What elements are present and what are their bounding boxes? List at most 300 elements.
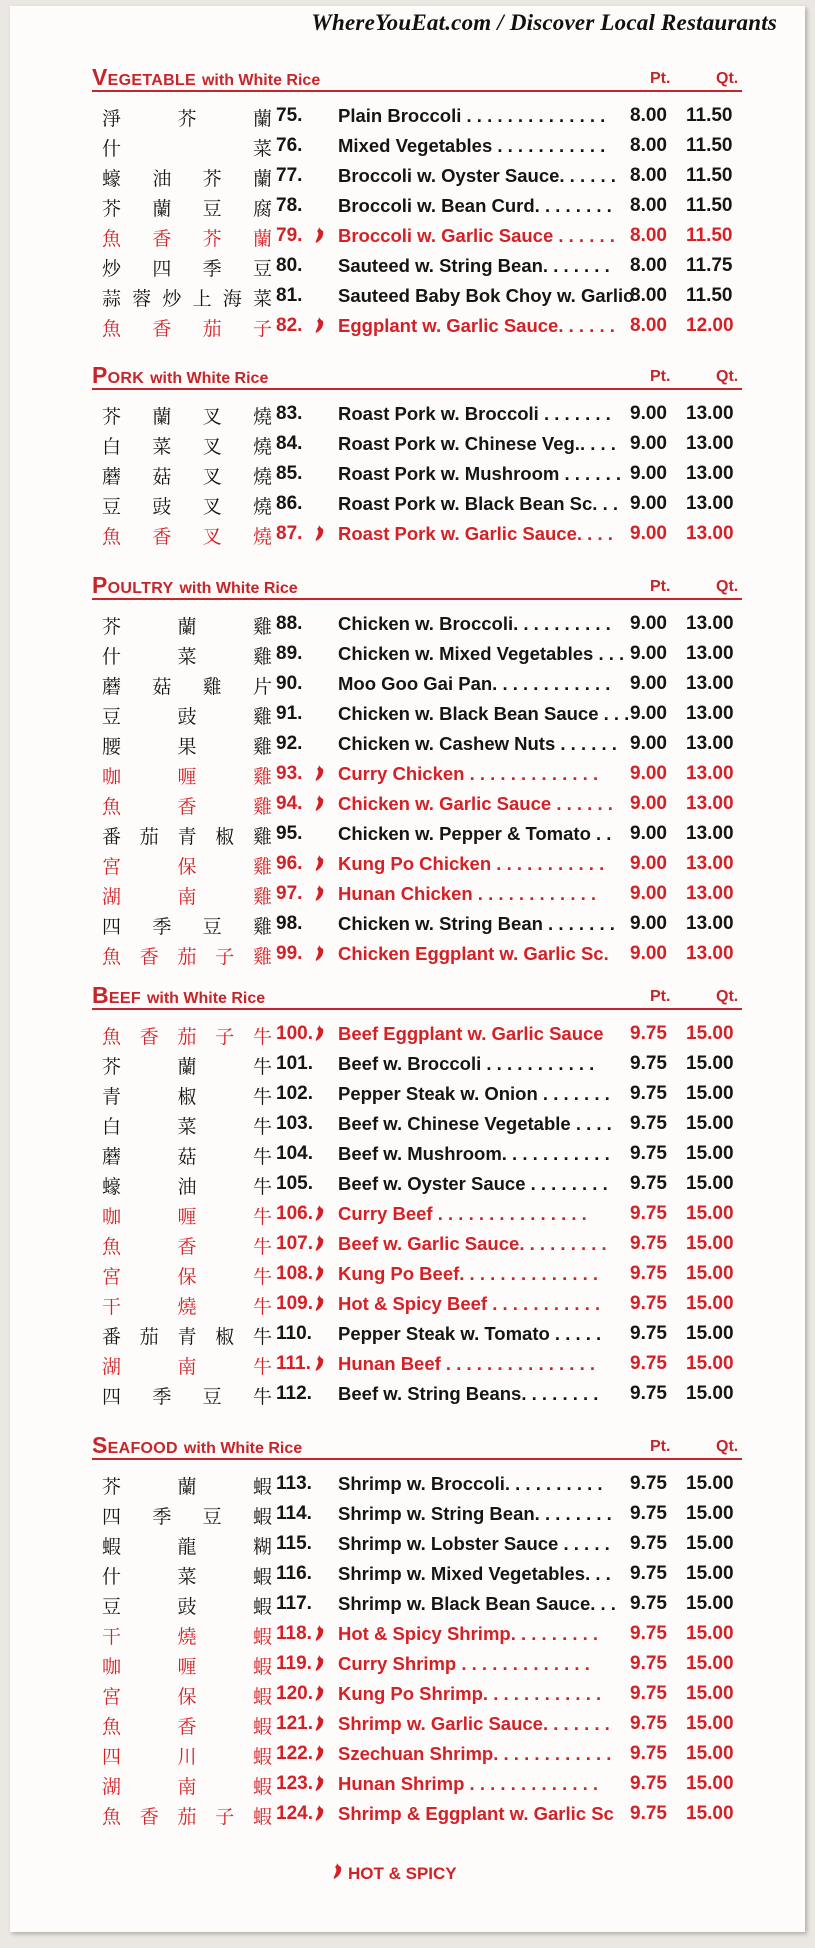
item-number: 95.	[276, 823, 303, 844]
item-number: 89.	[276, 643, 303, 664]
quart-price: 13.00	[686, 643, 734, 664]
menu-item	[10, 1198, 805, 1228]
quart-price: 15.00	[686, 1503, 734, 1524]
item-english-name: Chicken w. String Bean . . . . . . .	[338, 913, 615, 934]
pint-price: 9.00	[630, 673, 667, 694]
item-chinese-name	[102, 882, 272, 909]
chinese-character: 魚	[102, 1236, 122, 1258]
menu-item	[10, 1468, 805, 1498]
chinese-character: 四	[102, 1746, 122, 1768]
pint-price: 9.00	[630, 883, 667, 904]
item-number: 88.	[276, 613, 303, 634]
chinese-character: 蘭	[252, 228, 272, 250]
chili-pepper-icon	[312, 1714, 326, 1732]
chinese-character: 雞	[252, 916, 272, 938]
item-chinese-name	[102, 1472, 272, 1499]
item-number: 114.	[276, 1503, 312, 1524]
chinese-character: 四	[102, 916, 122, 938]
chinese-character: 豉	[152, 496, 172, 518]
pint-price: 9.75	[630, 1533, 667, 1554]
chinese-character: 油	[152, 168, 172, 190]
chili-pepper-icon	[312, 1804, 326, 1822]
chili-pepper-icon	[312, 1654, 326, 1672]
chinese-character: 蠔	[102, 1176, 122, 1198]
pint-price: 9.75	[630, 1743, 667, 1764]
chinese-character: 芥	[202, 228, 222, 250]
chinese-character: 咖	[102, 1656, 122, 1678]
chinese-character: 宮	[102, 1686, 122, 1708]
pint-price: 9.75	[630, 1653, 667, 1674]
quart-price: 15.00	[686, 1803, 734, 1824]
hot-spicy-legend	[330, 1862, 457, 1885]
chinese-character: 芥	[102, 1476, 122, 1498]
chili-pepper-icon	[312, 1624, 326, 1642]
menu-item	[10, 100, 805, 130]
pint-price: 9.75	[630, 1053, 667, 1074]
item-chinese-name	[102, 194, 272, 221]
chinese-character: 椒	[215, 826, 235, 848]
menu-item	[10, 130, 805, 160]
section-header	[10, 356, 805, 390]
item-number: 101.	[276, 1053, 313, 1074]
chinese-character: 蘭	[177, 616, 197, 638]
pint-price: 8.00	[630, 255, 667, 276]
chinese-character: 蝦	[252, 1656, 272, 1678]
menu-item	[10, 398, 805, 428]
item-number: 86.	[276, 493, 303, 514]
chinese-character: 蝦	[252, 1776, 272, 1798]
chinese-character: 蝦	[252, 1746, 272, 1768]
chinese-character: 宮	[102, 1266, 122, 1288]
item-chinese-name	[102, 1112, 272, 1139]
quart-price: 13.00	[686, 943, 734, 964]
pint-price: 9.75	[630, 1083, 667, 1104]
chinese-character: 芥	[177, 108, 197, 130]
chinese-character: 干	[102, 1626, 122, 1648]
item-english-name: Roast Pork w. Garlic Sauce. . . .	[338, 523, 613, 544]
quart-price: 13.00	[686, 703, 734, 724]
chinese-character: 香	[177, 1716, 197, 1738]
chinese-character: 蝦	[102, 1536, 122, 1558]
quart-column-header: Qt.	[716, 578, 739, 595]
item-number: 90.	[276, 673, 303, 694]
pint-price: 9.00	[630, 433, 667, 454]
section-title-text: Seafood	[92, 1432, 178, 1458]
chinese-character: 保	[177, 1266, 197, 1288]
item-number: 99.	[276, 943, 303, 964]
menu-item	[10, 280, 805, 310]
chinese-character: 豆	[102, 706, 122, 728]
item-chinese-name	[102, 1202, 272, 1229]
item-number: 92.	[276, 733, 303, 754]
chinese-character: 燒	[177, 1626, 197, 1648]
chinese-character: 蝦	[252, 1686, 272, 1708]
pint-price: 9.75	[630, 1263, 667, 1284]
chinese-character: 番	[102, 1326, 122, 1348]
menu-item	[10, 1228, 805, 1258]
chinese-character: 燒	[177, 1296, 197, 1318]
item-chinese-name	[102, 912, 272, 939]
item-number: 103.	[276, 1113, 313, 1134]
item-english-name: Hunan Chicken . . . . . . . . . . . .	[338, 883, 597, 904]
item-chinese-name	[102, 1082, 272, 1109]
chinese-character: 湖	[102, 1356, 122, 1378]
item-number: 120.	[276, 1683, 313, 1704]
menu-item	[10, 488, 805, 518]
item-english-name: Beef Eggplant w. Garlic Sauce	[338, 1023, 604, 1044]
item-number: 77.	[276, 165, 303, 186]
chinese-character: 蘭	[152, 198, 172, 220]
menu-item	[10, 1648, 805, 1678]
item-english-name: Chicken w. Broccoli. . . . . . . . . .	[338, 613, 611, 634]
chinese-character: 蝦	[252, 1716, 272, 1738]
chinese-character: 炒	[102, 258, 122, 280]
menu-item	[10, 458, 805, 488]
item-number: 93.	[276, 763, 303, 784]
item-english-name: Pepper Steak w. Tomato . . . . .	[338, 1323, 602, 1344]
pint-price: 9.00	[630, 613, 667, 634]
item-number: 123.	[276, 1773, 313, 1794]
chinese-character: 龍	[177, 1536, 197, 1558]
item-number: 82.	[276, 315, 303, 336]
chinese-character: 香	[139, 1806, 159, 1828]
menu-item	[10, 848, 805, 878]
item-chinese-name	[102, 314, 272, 341]
chinese-character: 菜	[252, 288, 272, 310]
chinese-character: 子	[215, 1806, 235, 1828]
pint-column-header: Pt.	[650, 70, 671, 87]
item-number: 119.	[276, 1653, 312, 1674]
item-chinese-name	[102, 462, 272, 489]
chili-pepper-icon	[312, 1744, 326, 1762]
section-title	[92, 362, 268, 389]
quart-price: 15.00	[686, 1143, 734, 1164]
chili-pepper-icon	[312, 1264, 326, 1282]
item-english-name: Shrimp w. Mixed Vegetables. . .	[338, 1563, 611, 1584]
quart-price: 15.00	[686, 1083, 734, 1104]
chinese-character: 雞	[202, 676, 222, 698]
pint-price: 9.00	[630, 793, 667, 814]
chinese-character: 蘭	[152, 406, 172, 428]
chinese-character: 魚	[102, 526, 122, 548]
chinese-character: 芥	[202, 168, 222, 190]
chinese-character: 季	[202, 258, 222, 280]
chinese-character: 燒	[252, 436, 272, 458]
chinese-character: 蠔	[102, 168, 122, 190]
chinese-character: 咖	[102, 766, 122, 788]
item-english-name: Roast Pork w. Black Bean Sc. . .	[338, 493, 619, 514]
chinese-character: 魚	[102, 946, 122, 968]
item-number: 79.	[276, 225, 303, 246]
chinese-character: 青	[102, 1086, 122, 1108]
chinese-character: 牛	[252, 1236, 272, 1258]
chinese-character: 雞	[252, 946, 272, 968]
item-number: 100.	[276, 1023, 313, 1044]
item-english-name: Roast Pork w. Mushroom . . . . . .	[338, 463, 622, 484]
item-number: 80.	[276, 255, 303, 276]
chinese-character: 片	[252, 676, 272, 698]
section-title	[92, 572, 298, 599]
quart-price: 13.00	[686, 673, 734, 694]
chinese-character: 芥	[102, 198, 122, 220]
chinese-character: 喱	[177, 1206, 197, 1228]
chinese-character: 香	[152, 318, 172, 340]
item-number: 106.	[276, 1203, 313, 1224]
quart-price: 15.00	[686, 1203, 734, 1224]
chinese-character: 牛	[252, 1086, 272, 1108]
chinese-character: 淨	[102, 108, 122, 130]
chinese-character: 季	[152, 1386, 172, 1408]
menu-page	[10, 6, 805, 1932]
item-english-name: Shrimp w. Black Bean Sauce. . .	[338, 1593, 616, 1614]
chinese-character: 干	[102, 1296, 122, 1318]
quart-price: 15.00	[686, 1323, 734, 1344]
chili-pepper-icon	[312, 1684, 326, 1702]
section-subtitle: with White Rice	[201, 72, 321, 89]
pint-price: 9.75	[630, 1173, 667, 1194]
item-chinese-name	[102, 1742, 272, 1769]
section-divider	[92, 388, 742, 390]
item-number: 117.	[276, 1593, 312, 1614]
item-english-name: Shrimp w. String Bean. . . . . . . .	[338, 1503, 612, 1524]
menu-item	[10, 1618, 805, 1648]
item-chinese-name	[102, 1052, 272, 1079]
chinese-character: 蘭	[252, 168, 272, 190]
item-english-name: Chicken Eggplant w. Garlic Sc.	[338, 943, 609, 964]
item-chinese-name	[102, 1592, 272, 1619]
pint-price: 9.00	[630, 463, 667, 484]
chinese-character: 椒	[215, 1326, 235, 1348]
menu-item	[10, 728, 805, 758]
menu-item	[10, 1258, 805, 1288]
chinese-character: 子	[215, 1026, 235, 1048]
pint-price: 9.00	[630, 823, 667, 844]
quart-column-header: Qt.	[716, 368, 739, 385]
section-header	[10, 976, 805, 1010]
section-header	[10, 1426, 805, 1460]
chinese-character: 香	[177, 796, 197, 818]
chinese-character: 蝦	[252, 1506, 272, 1528]
menu-item	[10, 1498, 805, 1528]
quart-price: 13.00	[686, 733, 734, 754]
chinese-character: 腰	[102, 736, 122, 758]
chinese-character: 豆	[102, 1596, 122, 1618]
item-chinese-name	[102, 402, 272, 429]
chinese-character: 牛	[252, 1146, 272, 1168]
chinese-character: 椒	[177, 1086, 197, 1108]
quart-price: 11.50	[686, 195, 733, 216]
item-english-name: Moo Goo Gai Pan. . . . . . . . . . . .	[338, 673, 611, 694]
item-number: 96.	[276, 853, 303, 874]
pint-column-header: Pt.	[650, 578, 671, 595]
item-chinese-name	[102, 104, 272, 131]
item-chinese-name	[102, 1232, 272, 1259]
menu-item	[10, 1528, 805, 1558]
chinese-character: 子	[252, 318, 272, 340]
chinese-character: 蘑	[102, 676, 122, 698]
menu-item	[10, 1078, 805, 1108]
item-chinese-name	[102, 1802, 272, 1829]
quart-price: 12.00	[686, 315, 734, 336]
section-subtitle: with White Rice	[179, 580, 298, 597]
menu-item	[10, 938, 805, 968]
quart-price: 15.00	[686, 1233, 734, 1254]
chinese-character: 保	[177, 1686, 197, 1708]
item-number: 97.	[276, 883, 303, 904]
section-divider	[92, 1008, 742, 1010]
item-number: 91.	[276, 703, 303, 724]
item-number: 98.	[276, 913, 303, 934]
pint-price: 9.75	[630, 1563, 667, 1584]
pint-price: 9.00	[630, 733, 667, 754]
item-english-name: Sauteed Baby Bok Choy w. Garlic	[338, 285, 634, 306]
item-chinese-name	[102, 224, 272, 251]
pint-column-header: Pt.	[650, 1438, 671, 1455]
chinese-character: 魚	[102, 1026, 122, 1048]
chili-pepper-icon	[312, 524, 326, 542]
section-header	[10, 58, 805, 92]
chinese-character: 魚	[102, 228, 122, 250]
item-number: 108.	[276, 1263, 313, 1284]
menu-item	[10, 608, 805, 638]
item-english-name: Broccoli w. Garlic Sauce . . . . . .	[338, 225, 615, 246]
item-number: 85.	[276, 463, 303, 484]
item-english-name: Beef w. Chinese Vegetable . . . .	[338, 1113, 612, 1134]
section-title-text: Vegetable	[92, 64, 196, 90]
pint-price: 9.00	[630, 643, 667, 664]
item-chinese-name	[102, 164, 272, 191]
item-chinese-name	[102, 1142, 272, 1169]
pint-price: 9.75	[630, 1803, 667, 1824]
item-number: 94.	[276, 793, 303, 814]
item-chinese-name	[102, 284, 272, 311]
pint-price: 8.00	[630, 105, 667, 126]
chinese-character: 雞	[252, 616, 272, 638]
menu-item	[10, 818, 805, 848]
quart-price: 15.00	[686, 1113, 734, 1134]
item-english-name: Mixed Vegetables . . . . . . . . . . .	[338, 135, 606, 156]
section-divider	[92, 1458, 742, 1460]
pint-price: 9.75	[630, 1473, 667, 1494]
item-english-name: Curry Chicken . . . . . . . . . . . . .	[338, 763, 599, 784]
menu-item	[10, 190, 805, 220]
menu-item	[10, 310, 805, 340]
chinese-character: 南	[177, 1776, 197, 1798]
pint-price: 9.75	[630, 1113, 667, 1134]
chinese-character: 芥	[102, 406, 122, 428]
chinese-character: 芥	[102, 1056, 122, 1078]
chinese-character: 菜	[252, 138, 272, 160]
item-chinese-name	[102, 702, 272, 729]
chinese-character: 燒	[252, 406, 272, 428]
pint-price: 9.75	[630, 1023, 667, 1044]
item-number: 87.	[276, 523, 303, 544]
item-chinese-name	[102, 1772, 272, 1799]
pint-price: 8.00	[630, 315, 667, 336]
chinese-character: 咖	[102, 1206, 122, 1228]
quart-price: 15.00	[686, 1683, 734, 1704]
menu-item	[10, 1798, 805, 1828]
chinese-character: 什	[102, 646, 122, 668]
item-number: 81.	[276, 285, 303, 306]
pint-price: 8.00	[630, 285, 667, 306]
chinese-character: 蘑	[102, 1146, 122, 1168]
item-english-name: Curry Beef . . . . . . . . . . . . . . .	[338, 1203, 587, 1224]
pint-price: 9.00	[630, 913, 667, 934]
quart-price: 13.00	[686, 823, 734, 844]
quart-price: 13.00	[686, 523, 734, 544]
quart-price: 15.00	[686, 1593, 734, 1614]
section-divider	[92, 90, 742, 92]
item-chinese-name	[102, 1622, 272, 1649]
item-chinese-name	[102, 612, 272, 639]
quart-price: 13.00	[686, 853, 734, 874]
quart-price: 15.00	[686, 1473, 734, 1494]
section-title	[92, 1432, 302, 1459]
chinese-character: 川	[177, 1746, 197, 1768]
section-subtitle: with White Rice	[183, 1440, 303, 1457]
chili-pepper-icon	[330, 1862, 344, 1885]
chinese-character: 蘭	[177, 1476, 197, 1498]
item-chinese-name	[102, 1652, 272, 1679]
chinese-character: 雞	[252, 706, 272, 728]
menu-item	[10, 518, 805, 548]
item-english-name: Beef w. Oyster Sauce . . . . . . . .	[338, 1173, 608, 1194]
item-chinese-name	[102, 1562, 272, 1589]
chinese-character: 燒	[252, 496, 272, 518]
item-english-name: Kung Po Chicken . . . . . . . . . . .	[338, 853, 605, 874]
item-number: 116.	[276, 1563, 312, 1584]
chinese-character: 雞	[252, 826, 272, 848]
item-number: 115.	[276, 1533, 312, 1554]
chinese-character: 香	[152, 228, 172, 250]
section-title	[92, 982, 265, 1009]
quart-price: 11.50	[686, 225, 733, 246]
pint-price: 9.75	[630, 1203, 667, 1224]
pint-price: 9.75	[630, 1503, 667, 1524]
quart-price: 13.00	[686, 763, 734, 784]
quart-price: 15.00	[686, 1533, 734, 1554]
chinese-character: 蘭	[177, 1056, 197, 1078]
chinese-character: 青	[177, 1326, 197, 1348]
chinese-character: 蝦	[252, 1806, 272, 1828]
chinese-character: 什	[102, 1566, 122, 1588]
chinese-character: 喱	[177, 1656, 197, 1678]
item-english-name: Chicken w. Cashew Nuts . . . . . .	[338, 733, 617, 754]
chinese-character: 腐	[252, 198, 272, 220]
chinese-character: 豉	[177, 706, 197, 728]
section-title-text: Pork	[92, 362, 145, 388]
item-number: 118.	[276, 1623, 312, 1644]
chinese-character: 四	[102, 1386, 122, 1408]
chinese-character: 喱	[177, 766, 197, 788]
chinese-character: 牛	[252, 1386, 272, 1408]
chinese-character: 豆	[252, 258, 272, 280]
chinese-character: 叉	[202, 406, 222, 428]
item-number: 110.	[276, 1323, 312, 1344]
section-header	[10, 566, 805, 600]
pint-price: 9.00	[630, 493, 667, 514]
pint-price: 9.75	[630, 1713, 667, 1734]
pint-price: 9.00	[630, 853, 667, 874]
chinese-character: 叉	[202, 436, 222, 458]
pint-column-header: Pt.	[650, 368, 671, 385]
chinese-character: 南	[177, 886, 197, 908]
pint-price: 9.00	[630, 943, 667, 964]
item-number: 109.	[276, 1293, 313, 1314]
menu-item	[10, 788, 805, 818]
chinese-character: 燒	[252, 466, 272, 488]
